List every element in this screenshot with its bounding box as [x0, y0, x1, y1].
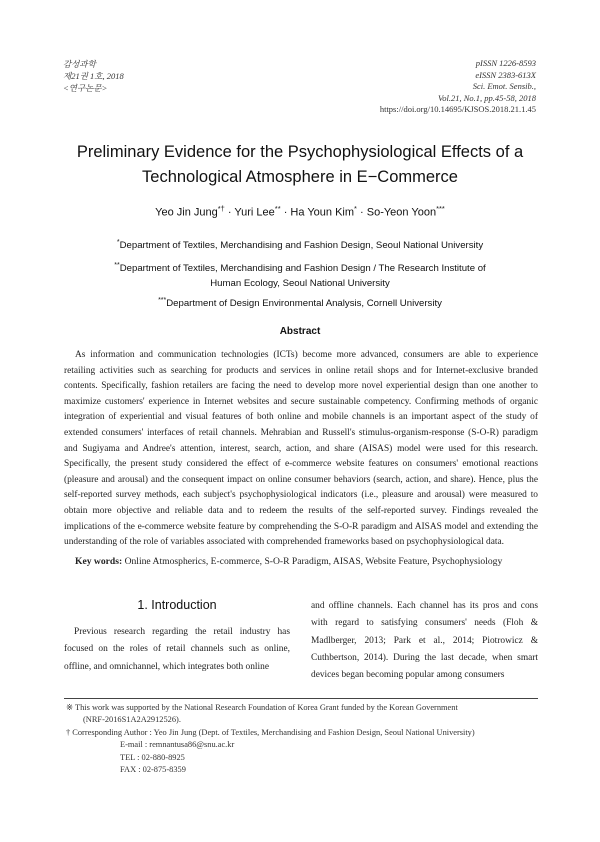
author-mark: *†: [217, 204, 225, 213]
body-paragraph: Previous research regarding the retail industry has focused on the roles of retail channels such as online, offline, and omnichannel, which integrates both online: [64, 627, 290, 672]
affiliation-mark: **: [114, 262, 120, 269]
author-email[interactable]: E-mail : remnantusa86@snu.ac.kr: [120, 740, 235, 750]
body-column-right: [311, 598, 538, 684]
paper-title-line-1: Preliminary Evidence for the Psychophysiological Effects of a: [76, 143, 524, 161]
author-tel: TEL : 02-880-8925: [120, 752, 185, 762]
affiliation-text: Department of Design Environmental Analysis, Cornell University: [166, 298, 442, 310]
journal-volume-korean: 제21권 1호, 2018: [63, 71, 124, 81]
author-separator: ·: [224, 206, 235, 219]
affiliation-mark: *: [116, 239, 120, 246]
author-mark: *: [354, 204, 357, 213]
funding-note: ※ This work was supported by the National Research Foundation of Korea Grant funded by the Korean Government: [66, 703, 458, 712]
eissn: eISSN 2383-613X: [475, 69, 536, 80]
abstract-text: As information and communication technologies (ICTs) become more advanced, consumers are able to experience retailing activities such as searching for products and services in online retail shops and for Internet-exclusive branded contents. Specifically, fashion retailers are facing the need to develop more novel experiential design than one another to maximize customers' experience in Internet websites and secure sustainable competency. Confirming methods of organic integration of experiential and visual features of both online and mobile channels is an important aspect of the study of extended consumers' interfaces of retail channels. Mehrabian and Russell's stimulus-organism-response (S-O-R) paradigm and Sugiyama and Andree's attention, interest, search, action, and share (AISAS) model were used for this research. Specifically, the present study considered the effect of e-commerce website features on consumers' emotional reactions (pleasure and arousal) and the consequent impact on online consumer behaviors (search, action, and share). Hence, plus the self-reported survey methods, each subject's psychophysiological indicators (i.e., pleasure and arousal) were measured to obtain more objective and reliable data and to redeem the results of the self-reported survey. Findings revealed the implications of the e-commerce website feature by comprehending the S-O-R paradigm and AISAS model and extending the understanding of the role of variables associated with comprehended frameworks based on psychophysiological data.: [64, 350, 538, 548]
keywords-text: Online Atmospherics, E-commerce, S-O-R Paradigm, AISAS, Website Feature, Psychophysiology: [124, 556, 503, 567]
body-paragraph: and offline channels. Each channel has its pros and cons with regard to satisfying consumers' needs (Floh & Madlberger, 2013; Park et al., 2014; Piotrowicz & Cuthbertson, 2014). During the last decade, when smart devices began becoming popular among consumers: [311, 601, 538, 681]
keywords-label: Key words:: [75, 556, 123, 567]
pissn: pISSN 1226-8593: [475, 58, 536, 68]
paper-title-line-2: Technological Atmosphere in E−Commerce: [142, 168, 458, 186]
affiliation-text: Department of Textiles, Merchandising and Fashion Design / The Research Institute of: [119, 263, 486, 275]
author-list: [40, 204, 560, 219]
doi-link[interactable]: https://doi.org/10.14695/KJSOS.2018.21.1.45: [379, 104, 536, 114]
author-mark: **: [274, 204, 281, 213]
affiliation-1: [60, 235, 540, 253]
affiliation-text-line-2: Human Ecology, Seoul National University: [210, 278, 390, 290]
author-fax: FAX : 02-875-8359: [120, 765, 186, 775]
section-heading-introduction: 1. Introduction: [137, 598, 217, 612]
abstract-heading: Abstract: [279, 326, 321, 337]
footnotes: [66, 702, 546, 776]
journal-abbrev: Sci. Emot. Sensib.,: [472, 81, 536, 91]
funding-note-grant: (NRF-2016S1A2A2912526).: [83, 715, 181, 725]
author-name: So-Yeon Yoon: [366, 206, 437, 219]
author-name: Yuri Lee: [234, 206, 275, 219]
footnote-divider: [64, 698, 538, 699]
body-column-left: [64, 598, 290, 676]
affiliation-text: Department of Textiles, Merchandising and Fashion Design, Seoul National University: [119, 240, 484, 252]
author-name: Ha Youn Kim: [290, 206, 355, 219]
article-type-korean: <연구논문>: [63, 83, 108, 93]
author-separator: ·: [356, 206, 367, 219]
affiliation-3: [60, 293, 540, 311]
affiliation-2: [60, 258, 540, 291]
author-mark: ***: [436, 204, 445, 213]
paper-title: [40, 140, 560, 190]
volume-pages: Vol.21, No.1, pp.45-58, 2018: [438, 92, 536, 103]
author-separator: ·: [280, 206, 291, 219]
keywords: [75, 556, 545, 567]
author-name: Yeo Jin Jung: [155, 206, 218, 219]
corresponding-author: † Corresponding Author : Yeo Jin Jung (Dept. of Textiles, Merchandising and Fashion Design, Seoul National University): [66, 727, 475, 737]
journal-header-left: [63, 58, 124, 94]
journal-name-korean: 감성과학: [63, 59, 96, 69]
journal-header-right: [380, 58, 536, 116]
affiliation-mark: ***: [158, 297, 167, 304]
